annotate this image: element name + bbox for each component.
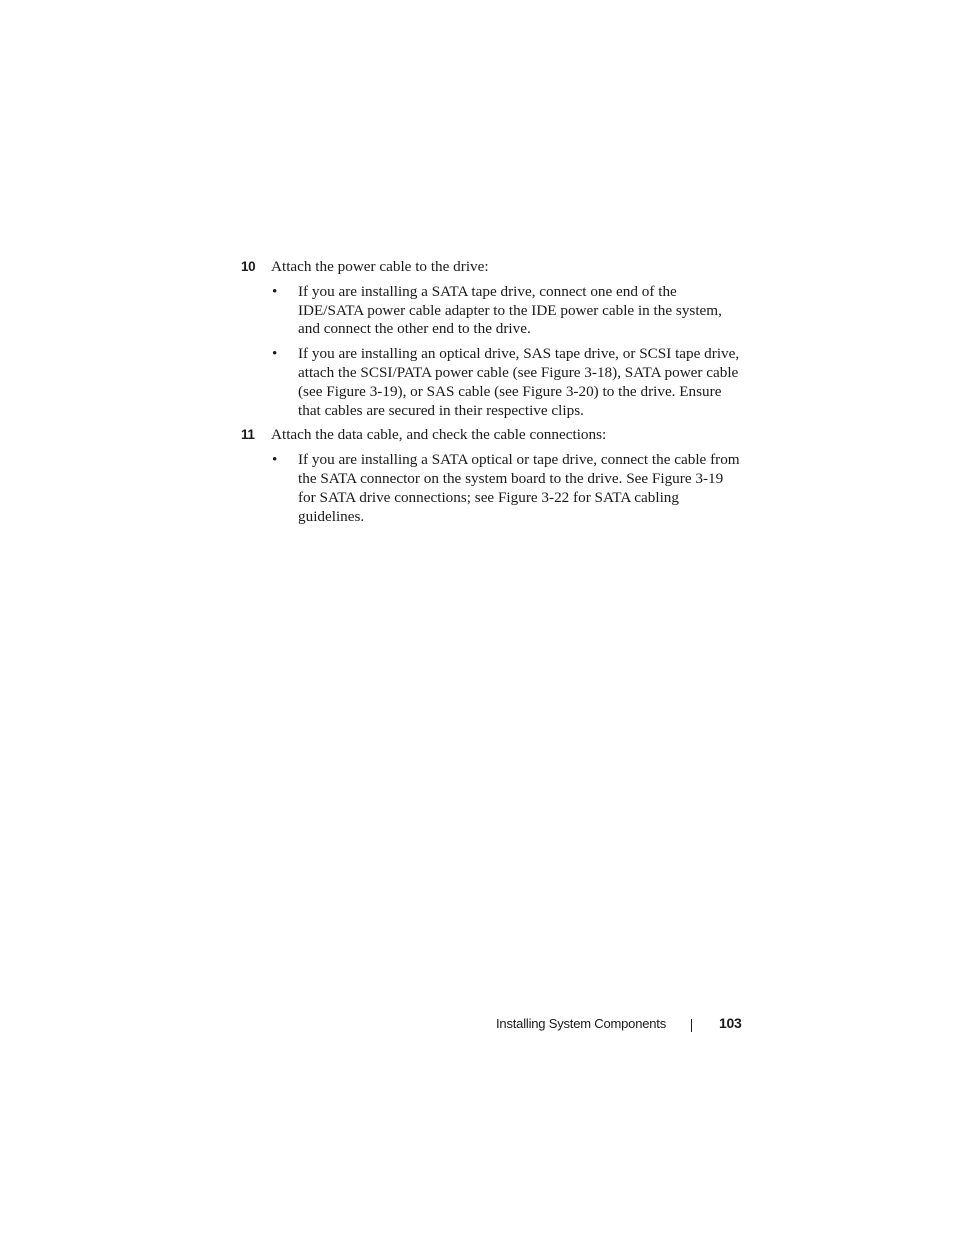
step-number: 11 [241,427,255,443]
step-item [241,258,741,277]
bullet-item [241,283,741,339]
page-footer [0,1015,954,1035]
bullet-item [241,451,741,526]
footer-section-title: Installing System Components [496,1016,666,1031]
step-text: Attach the data cable, and check the cable connections: [271,426,607,444]
bullet-icon: • [272,282,278,300]
instruction-list [241,258,741,532]
step-item [241,426,741,445]
bullet-icon: • [272,345,278,363]
bullet-icon: • [272,451,278,469]
bullet-text: If you are installing a SATA optical or tape drive, connect the cable from the SATA connector on the system board to the drive. See Figure 3-19 for SATA drive connections; see Figure 3-22 for SATA cabling guidelines. [298,451,740,525]
step-number: 10 [241,259,256,274]
bullet-text: If you are installing an optical drive, SAS tape drive, or SCSI tape drive, attach the SCSI/PATA power cable (see Figure 3-18), SATA power cable (see Figure 3-19), or SAS cable (see Figure 3-20) to the drive. Ensure that cables are secured in their respective clips. [298,345,740,419]
bullet-text: If you are installing a SATA tape drive, connect one end of the IDE/SATA power cable adapter to the IDE power cable in the system, and connect the other end to the drive. [298,282,722,338]
step-text: Attach the power cable to the drive: [271,258,489,275]
footer-divider [691,1019,692,1032]
bullet-item [241,345,741,420]
page-number: 103 [719,1015,742,1031]
